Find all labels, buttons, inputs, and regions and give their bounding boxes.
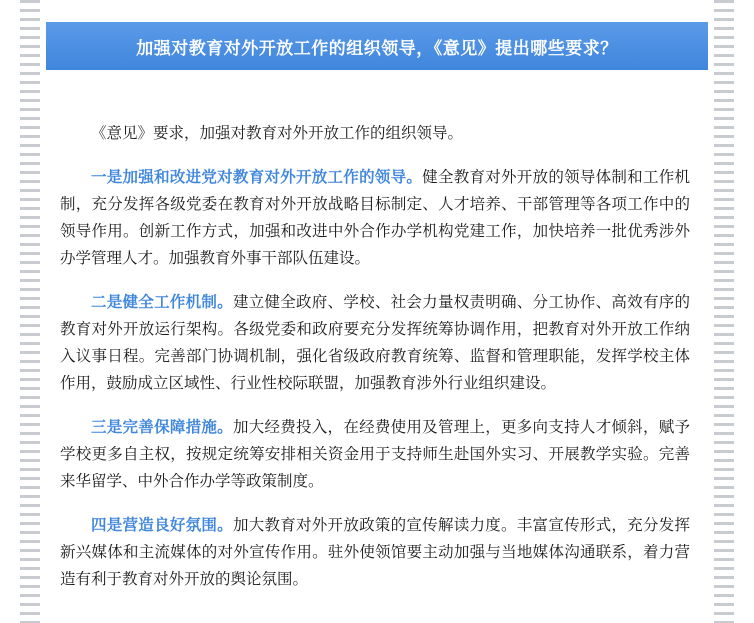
paragraph-lead-4: 四是营造良好氛围。 (91, 517, 233, 534)
paragraph-body-2: 建立健全政府、学校、社会力量权责明确、分工协作、高效有序的教育对外开放运行架构。各级党委和政府要充分发挥统筹协调作用，把教育对外开放工作纳入议事日程。完善部门协调机制，强化省级政府教育统筹、监督和管理职能，发挥学校主体作用，鼓励成立区域性、行业性校际联盟，加强教育涉外行业组织建设。 (60, 294, 690, 392)
article-paragraph-3 (60, 414, 690, 495)
intro-paragraph: 《意见》要求，加强对教育对外开放工作的组织领导。 (91, 125, 464, 142)
paragraph-lead-1: 一是加强和改进党对教育对外开放工作的领导。 (91, 169, 423, 186)
left-decorative-stripe (20, 0, 40, 623)
paragraph-lead-2: 二是健全工作机制。 (91, 294, 233, 311)
page-title: 加强对教育对外开放工作的组织领导，《意见》提出哪些要求？ (136, 38, 618, 58)
paragraph-body-1: 健全教育对外开放的领导体制和工作机制，充分发挥各级党委在教育对外开放战略目标制定、人才培养、干部管理等各项工作中的领导作用。创新工作方式，加强和改进中外合作办学机构党建工作，加快培养一批优秀涉外办学管理人才。加强教育外事干部队伍建设。 (60, 169, 690, 267)
article-paragraph-1 (60, 164, 690, 272)
paragraph-body-3: 加大经费投入，在经费使用及管理上，更多向支持人才倾斜，赋予学校更多自主权，按规定统筹安排相关资金用于支持师生赴国外实习、开展教学实验。完善来华留学、中外合作办学等政策制度。 (60, 419, 690, 490)
article-paragraph-2 (60, 289, 690, 397)
article-paragraph-4 (60, 512, 690, 593)
paragraph-lead-3: 三是完善保障措施。 (91, 419, 233, 436)
right-decorative-stripe (714, 0, 734, 623)
header-area (46, 22, 708, 70)
paragraph-body-4: 加大教育对外开放政策的宣传解读力度。丰富宣传形式，充分发挥新兴媒体和主流媒体的对外宣传作用。驻外使领馆要主动加强与当地媒体沟通联系，着力营造有利于教育对外开放的舆论氛围。 (60, 517, 690, 588)
title-banner (46, 22, 708, 70)
article-body (60, 120, 690, 593)
